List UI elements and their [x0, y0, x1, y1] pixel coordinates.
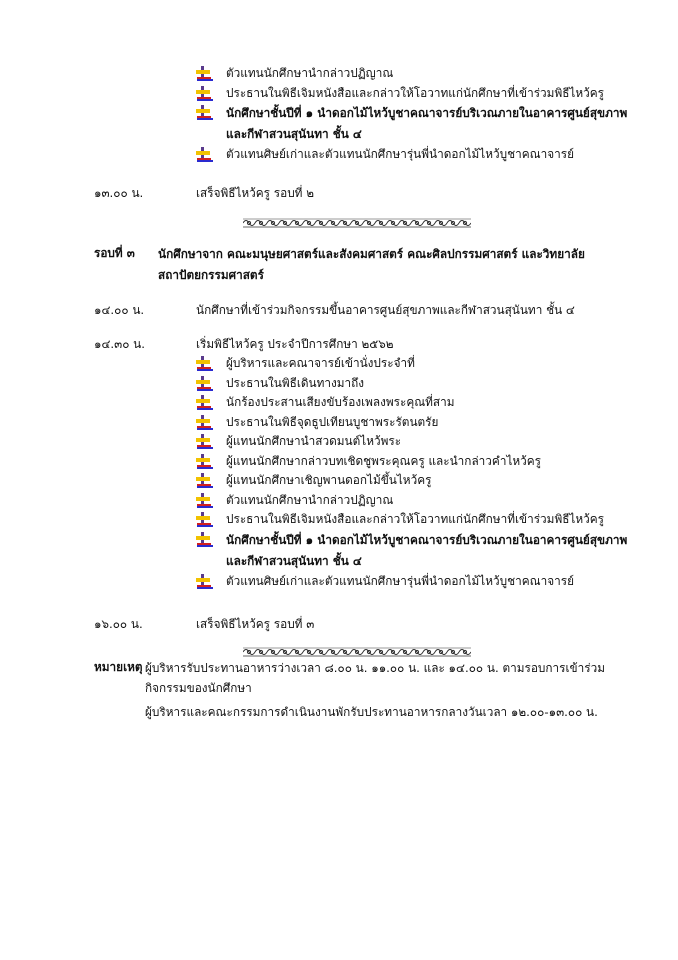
candle-bullet-icon [196, 415, 213, 431]
list-item [196, 145, 636, 165]
candle-bullet-icon [196, 356, 213, 372]
list-item [196, 510, 636, 530]
list-item-text: ประธานในพิธีเจิมหนังสือและกล่าวให้โอวาทแก่นักศึกษาที่เข้าร่วมพิธีไหว้ครู [226, 512, 604, 526]
list-item-text: ประธานในพิธีจุดธูปเทียนบูชาพระรัตนตรัย [226, 414, 439, 429]
candle-bullet-icon [196, 434, 213, 450]
list-item-text: ตัวแทนนักศึกษานำกล่าวปฏิญาณ [226, 66, 394, 80]
list-item-text: นักศึกษาชั้นปีที่ ๑ นำดอกไม้ไหว้บูชาคณาจารย์บริเวณภายในอาคารศูนย์สุขภาพและกีฬาสวนสุนันทา ชั้น ๔ [226, 106, 628, 141]
schedule-time-1: ๑๔.๐๐ น. [94, 303, 145, 317]
schedule-time-2: ๑๔.๓๐ น. [94, 337, 145, 351]
note-label: หมายเหตุ [94, 660, 143, 674]
list-item-text: ตัวแทนศิษย์เก่าและตัวแทนนักศึกษารุ่นพี่นำดอกไม้ไหว้บูชาคณาจารย์ [226, 147, 575, 161]
candle-bullet-icon [196, 454, 213, 470]
candle-bullet-icon [196, 105, 213, 121]
ornamental-divider [243, 218, 471, 228]
schedule-text-2: เริ่มพิธีไหว้ครู ประจำปีการศึกษา ๒๕๖๒ [196, 337, 394, 351]
list-item-text: ตัวแทนนักศึกษานำกล่าวปฏิญาณ [226, 492, 394, 507]
list-item [196, 374, 636, 394]
candle-bullet-icon [196, 395, 213, 411]
ceremony-steps-round3 [196, 354, 636, 591]
end-time-round2: ๑๓.๐๐ น. [94, 186, 144, 200]
list-item [196, 84, 636, 104]
list-item [196, 530, 636, 572]
list-item-text: ตัวแทนศิษย์เก่าและตัวแทนนักศึกษารุ่นพี่นำดอกไม้ไหว้บูชาคณาจารย์ [226, 573, 575, 588]
end-text-round3: เสร็จพิธีไหว้ครู รอบที่ ๓ [196, 617, 315, 631]
list-item-text: ประธานในพิธีเดินทางมาถึง [226, 375, 365, 390]
candle-bullet-icon [196, 147, 213, 163]
list-item [196, 413, 636, 433]
schedule-text-1: นักศึกษาที่เข้าร่วมกิจกรรมขึ้นอาคารศูนย์สุขภาพและกีฬาสวนสุนันทา ชั้น ๔ [196, 303, 575, 317]
list-item [196, 471, 636, 491]
ornamental-divider [243, 647, 471, 657]
list-item-text: นักศึกษาชั้นปีที่ ๑ นำดอกไม้ไหว้บูชาคณาจารย์บริเวณภายในอาคารศูนย์สุขภาพและกีฬาสวนสุนันทา ชั้น ๔ [226, 532, 628, 568]
candle-bullet-icon [196, 66, 213, 82]
list-item [196, 572, 636, 592]
list-item [196, 64, 636, 84]
list-item [196, 491, 636, 511]
round3-text: นักศึกษาจาก คณะมนุษยศาสตร์และสังคมศาสตร์ คณะศิลปกรรมศาสตร์ และวิทยาลัยสถาปัตยกรรมศาสตร์ [158, 247, 585, 282]
candle-bullet-icon [196, 473, 213, 489]
note-line-2: ผู้บริหารและคณะกรรมการดำเนินงานพักรับประทานอาหารกลางวันเวลา ๑๒.๐๐-๑๓.๐๐ น. [145, 705, 598, 719]
candle-bullet-icon [196, 376, 213, 392]
end-time-round3: ๑๖.๐๐ น. [94, 617, 143, 631]
list-item-text: นักร้องประสานเสียงขับร้องเพลงพระคุณที่สาม [226, 395, 455, 409]
candle-bullet-icon [196, 532, 213, 548]
list-item-text: ผู้บริหารและคณาจารย์เข้านั่งประจำที่ [226, 356, 415, 370]
list-item-text: ประธานในพิธีเจิมหนังสือและกล่าวให้โอวาทแก่นักศึกษาที่เข้าร่วมพิธีไหว้ครู [226, 85, 604, 100]
list-item [196, 432, 636, 452]
ceremony-steps-round2 [196, 64, 636, 165]
list-item [196, 452, 636, 472]
list-item-text: ผู้แทนนักศึกษานำสวดมนต์ไหว้พระ [226, 434, 402, 448]
list-item [196, 354, 636, 374]
note-line-1: ผู้บริหารรับประทานอาหารว่างเวลา ๘.๐๐ น. ๑๑.๐๐ น. และ ๑๔.๐๐ น. ตามรอบการเข้าร่วมกิจกรรมของนักศึกษา [145, 661, 605, 695]
candle-bullet-icon [196, 574, 213, 590]
list-item [196, 393, 636, 413]
round3-label: รอบที่ ๓ [94, 246, 135, 260]
candle-bullet-icon [196, 86, 213, 102]
list-item [196, 103, 636, 145]
end-text-round2: เสร็จพิธีไหว้ครู รอบที่ ๒ [196, 186, 314, 200]
list-item-text: ผู้แทนนักศึกษาเชิญพานดอกไม้ขึ้นไหว้ครู [226, 473, 432, 487]
list-item-text: ผู้แทนนักศึกษากล่าวบทเชิดชูพระคุณครู และนำกล่าวคำไหว้ครู [226, 453, 542, 468]
candle-bullet-icon [196, 512, 213, 528]
candle-bullet-icon [196, 493, 213, 509]
